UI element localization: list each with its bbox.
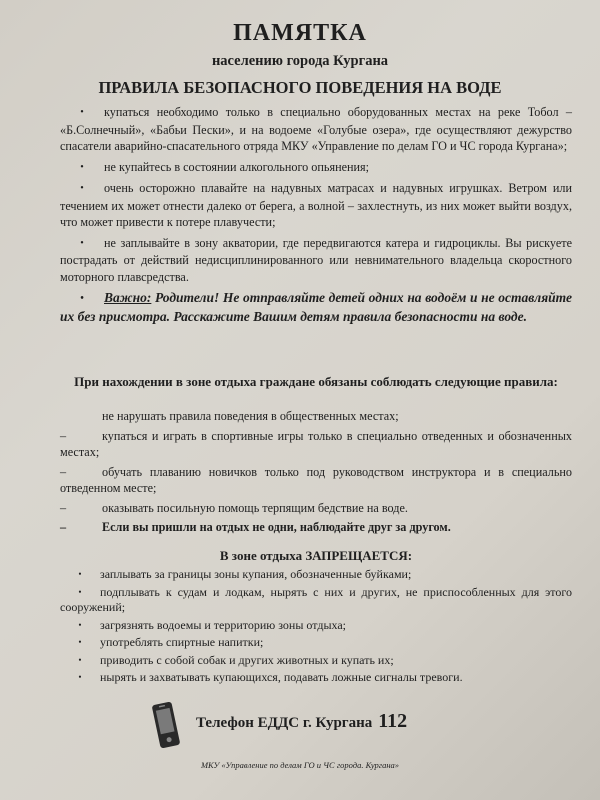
important-label: Важно:	[104, 290, 152, 305]
ban-title: В зоне отдыха ЗАПРЕЩАЕТСЯ:	[219, 548, 413, 563]
list-item: – купаться и играть в спортивные игры только в специально отведенных и обозначенных местах;	[60, 428, 572, 459]
list-item: – оказывать посильную помощь терпящим бедствие на воде.	[60, 500, 408, 515]
duties-list	[60, 408, 572, 539]
important-text: Родители! Не отправляйте детей одних на водоём и не оставляйте их без присмотра. Расскажите Вашим детям правила безопасности на воде.	[60, 290, 572, 324]
bullet-icon: •	[80, 107, 84, 118]
bullet-icon: •	[78, 637, 82, 647]
list-item: • загрязнять водоемы и территорию зоны отдыха;	[60, 618, 572, 634]
list-item: • не заплывайте в зону акватории, где передвигаются катера и гидроциклы. Вы рискуете пострадать от действий недисциплинированного или невнимательного владельца скоростного моторного плавсредства.	[60, 235, 572, 284]
bullet-icon: •	[80, 237, 84, 249]
rules-list	[60, 104, 572, 330]
list-item: • заплывать за границы зоны купания, обозначенные буйками;	[60, 567, 572, 583]
duties-title: При нахождении в зоне отдыха граждане обязаны соблюдать следующие правила:	[74, 374, 558, 389]
list-item: – обучать плаванию новичков только под руководством инструктора и в специально отведенном месте;	[60, 464, 572, 495]
memo-subtitle: населению города Кургана	[211, 53, 389, 69]
list-item: • купаться необходимо только в специально оборудованных местах на реке Тобол – «Б.Солнечный», «Бабьи Пески», и на водоеме «Голубые озера», где осуществляют дежурство спасатели аварийно-спасательного отряда МКУ «Управление по делам ГО и ЧС города Кургана»;	[60, 105, 572, 153]
list-item: • очень осторожно плавайте на надувных матрасах и надувных игрушках. Ветром или течением их может отнести далеко от берега, а волной – захлестнуть, из них может выйти воздух, что может привести к потере плавучести;	[60, 181, 572, 229]
dash-icon: –	[60, 464, 67, 479]
important-note	[60, 289, 572, 326]
phone-line	[196, 710, 407, 733]
mobile-phone-icon	[150, 700, 182, 750]
bullet-icon: •	[78, 619, 82, 630]
ban-list	[60, 567, 572, 688]
bullet-icon: •	[80, 293, 84, 304]
phone-label: Телефон ЕДДС г. Кургана	[196, 715, 373, 731]
footer-org: МКУ «Управление по делам ГО и ЧС города. Кургана»	[200, 760, 400, 770]
list-item: – Если вы пришли на отдых не одни, наблюдайте друг за другом.	[60, 520, 451, 534]
bullet-icon: •	[78, 586, 82, 597]
dash-icon: –	[60, 500, 67, 515]
bullet-icon: •	[78, 569, 82, 579]
dash-icon: –	[60, 520, 67, 534]
rules-heading: ПРАВИЛА БЕЗОПАСНОГО ПОВЕДЕНИЯ НА ВОДЕ	[98, 78, 502, 97]
bullet-icon: •	[80, 183, 84, 194]
list-item: • нырять и захватывать купающихся, подавать ложные сигналы тревоги.	[60, 670, 572, 686]
bullet-icon: •	[78, 672, 82, 682]
phone-number: 112	[378, 710, 408, 732]
bullet-icon: •	[78, 654, 82, 665]
list-item: не нарушать правила поведения в общественных местах;	[102, 409, 399, 423]
list-item: • не купайтесь в состоянии алкогольного опьянения;	[60, 159, 572, 177]
bullet-icon: •	[80, 161, 84, 173]
list-item: • употреблять спиртные напитки;	[60, 635, 572, 651]
dash-icon: –	[60, 428, 67, 443]
list-item: • приводить с собой собак и других животных и купать их;	[60, 653, 572, 669]
memo-title: ПАМЯТКА	[233, 20, 367, 46]
list-item: • подплывать к судам и лодкам, нырять с них и других, не приспособленных для этого сооружений;	[60, 584, 572, 614]
